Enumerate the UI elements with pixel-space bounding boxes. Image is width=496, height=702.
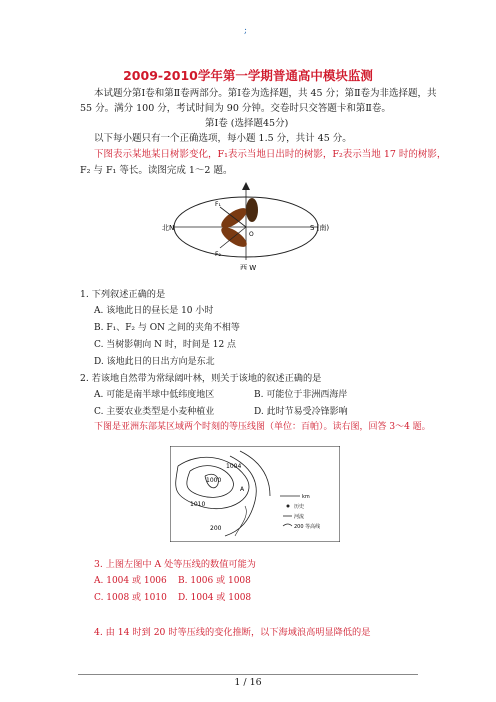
south-label: S (南) [310,224,330,232]
q1-stem: 1. 下列叙述正确的是 [80,289,166,300]
fig1-description-2: F₂ 与 F₁ 等长。读图完成 1～2 题。 [80,165,233,176]
q3-option-b: B. 1006 或 1008 [178,576,251,586]
fig1-description-text: 下图表示某地某日树影变化，F₁表示当地日出时的树影，F₂表示当地 17 时的树影， [94,149,447,160]
fig2-description: 下图是亚洲东部某区域两个时刻的等压线图（单位：百帕）。读右图，回答 3～4 题。 [94,422,431,432]
legend-item-2: 河流 [294,514,305,520]
q2-option-b: B. 可能位于非洲西海岸 [254,390,348,400]
q2-option-c: C. 主要农业类型是小麦种植业 [94,407,215,417]
scale-label: km [302,494,310,500]
header-mark: ; [244,26,248,36]
f2-label: F₂ [215,251,221,258]
tree-crown [246,198,258,222]
label-1004: 1004 [226,463,242,470]
label-200: 200 [210,525,222,532]
origin-label: O [249,231,254,238]
q1-option-c: C. 当树影朝向 N 时，时间是 12 点 [94,340,237,350]
arrow-up-icon [242,182,250,190]
section-title: 第Ⅰ卷 (选择题45分) [205,118,289,129]
legend-item-1: 历史 [294,504,305,510]
legend-item-3: 200 等高线 [294,524,321,530]
tree-shadow-diagram [160,180,350,270]
q2-option-a: A. 可能是南半球中低纬度地区 [94,390,215,400]
q3-option-d: D. 1004 或 1008 [178,593,252,603]
q2-option-d: D. 此时节易受冷锋影响 [254,407,348,417]
intro-line-2: 55 分。满分 100 分，考试时间为 90 分钟。交卷时只交答题卡和第Ⅱ卷。 [80,103,391,114]
label-1010: 1010 [190,501,206,508]
q3-stem: 3. 上图左图中 A 处等压线的数值可能为 [94,559,256,570]
page-number: 1 / 16 [234,677,262,688]
q1-option-a: A. 该地此日的昼长是 10 小时 [94,306,214,316]
q3-option-a: A. 1004 或 1006 [94,576,167,586]
f1-label: F₁ [215,201,221,208]
label-a: A [240,486,245,493]
fig1-description-1 [94,147,454,162]
q2-stem: 2. 若该地自然带为常绿阔叶林，则关于该地的叙述正确的是 [80,373,322,384]
west-label: 西 W [240,264,257,270]
footer-divider [78,674,418,675]
label-1000: 1000 [206,477,222,484]
legend-point-icon [287,505,290,508]
q1-option-d: D. 该地此日的日出方向是东北 [94,357,215,367]
intro-line-1: 本试题分第Ⅰ卷和第Ⅱ卷两部分。第Ⅰ卷为选择题，共 45 分；第Ⅱ卷为非选择题，共 [94,88,437,99]
page-title: 2009-2010学年第一学期普通高中模块监测 [123,68,373,83]
isobar-map [170,446,340,542]
q4-stem: 4. 由 14 时到 20 时等压线的变化推断，以下海域浪高明显降低的是 [94,627,371,638]
north-label: 北N [162,224,175,232]
q1-option-b: B. F₁、F₂ 与 ON 之间的夹角不相等 [94,323,240,333]
instruction: 以下每小题只有一个正确选项，每小题 1.5 分，共计 45 分。 [94,133,352,144]
q3-option-c: C. 1008 或 1010 [94,593,167,603]
